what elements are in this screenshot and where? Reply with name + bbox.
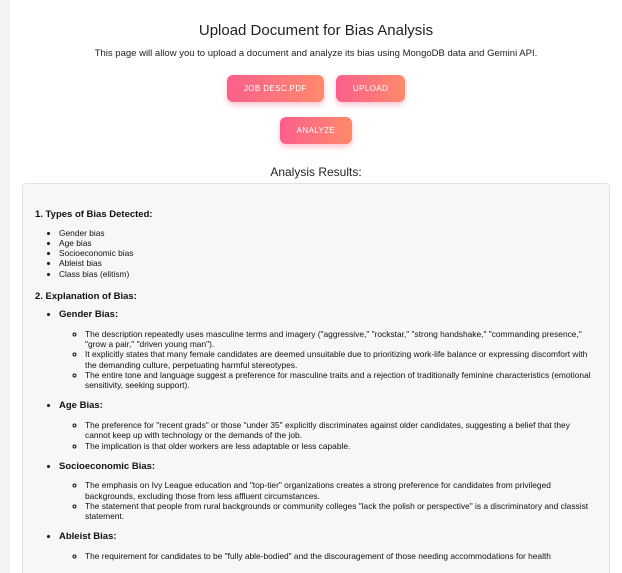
list-item: ◦ The entire tone and language suggest a preference for masculine traits and a rejection of traditionally feminine characteristics (emotional sensitivity, seeking support). [85, 370, 597, 391]
analyze-button[interactable]: ANALYZE [280, 117, 353, 144]
points-list [59, 551, 597, 561]
list-item: ◦ The emphasis on Ivy League education and "top-tier" organizations creates a strong preference for candidates from privileged backgrounds, excluding those from less affluent circumstances. [85, 480, 597, 501]
points-list [59, 420, 597, 451]
category-label: • Age Bias: [59, 400, 103, 412]
list-item: ◦ The statement that people from rural backgrounds or community colleges "lack the polish or perspective" is a discriminatory and classist statement. [85, 501, 597, 522]
upload-button[interactable]: UPLOAD [336, 75, 405, 102]
list-item: • Gender bias [59, 228, 597, 238]
category-label: • Gender Bias: [59, 309, 119, 321]
list-item: ◦ The description repeatedly uses masculine terms and imagery ("aggressive," "rockstar," "strong handshake," "commanding presence," "grow a pair," "driven young man"). [85, 329, 597, 350]
category-label: • Socioeconomic Bias: [59, 460, 156, 472]
list-item: ◦ The preference for "recent grads" or those "under 35" explicitly discriminates against older candidates, suggesting a belief that they cannot keep up with technology or the demands of the job. [85, 420, 597, 441]
types-heading: 1. Types of Bias Detected: [35, 209, 153, 220]
explanation-list [35, 309, 597, 561]
results-heading: Analysis Results: [270, 165, 362, 179]
bias-category-age [59, 400, 597, 450]
bias-category-socioeconomic [59, 461, 597, 522]
page-title: Upload Document for Bias Analysis [198, 22, 434, 39]
category-label: • Ableist Bias: [59, 531, 117, 543]
list-item: • Age bias [59, 238, 597, 248]
list-item: • Class bias (elitism) [59, 269, 597, 279]
upload-button-row [10, 75, 622, 102]
upload-page [10, 0, 622, 573]
types-list [35, 228, 597, 279]
explanation-heading: 2. Explanation of Bias: [35, 290, 137, 302]
results-panel[interactable] [22, 183, 610, 573]
results-content [23, 209, 609, 561]
analyze-button-row [10, 117, 622, 144]
list-item: • Socioeconomic bias [59, 248, 597, 258]
bias-category-gender [59, 309, 597, 390]
list-item: ◦ The implication is that older workers are less adaptable or less capable. [85, 441, 597, 451]
points-list [59, 480, 597, 521]
list-item: ◦ It explicitly states that many female candidates are deemed unsuitable due to prioritizing work-life balance or expressing discomfort with the demanding culture, perpetuating harmful stereotypes. [85, 349, 597, 370]
page-subtitle: This page will allow you to upload a document and analyze its bias using MongoDB data and Gemini API. [94, 48, 538, 59]
file-select-button[interactable]: JOB DESC.PDF [227, 75, 324, 102]
points-list [59, 329, 597, 391]
list-item: ◦ The requirement for candidates to be "fully able-bodied" and the discouragement of those needing accommodations for health [85, 551, 597, 561]
list-item: • Ableist bias [59, 258, 597, 268]
bias-category-ableist [59, 531, 597, 561]
